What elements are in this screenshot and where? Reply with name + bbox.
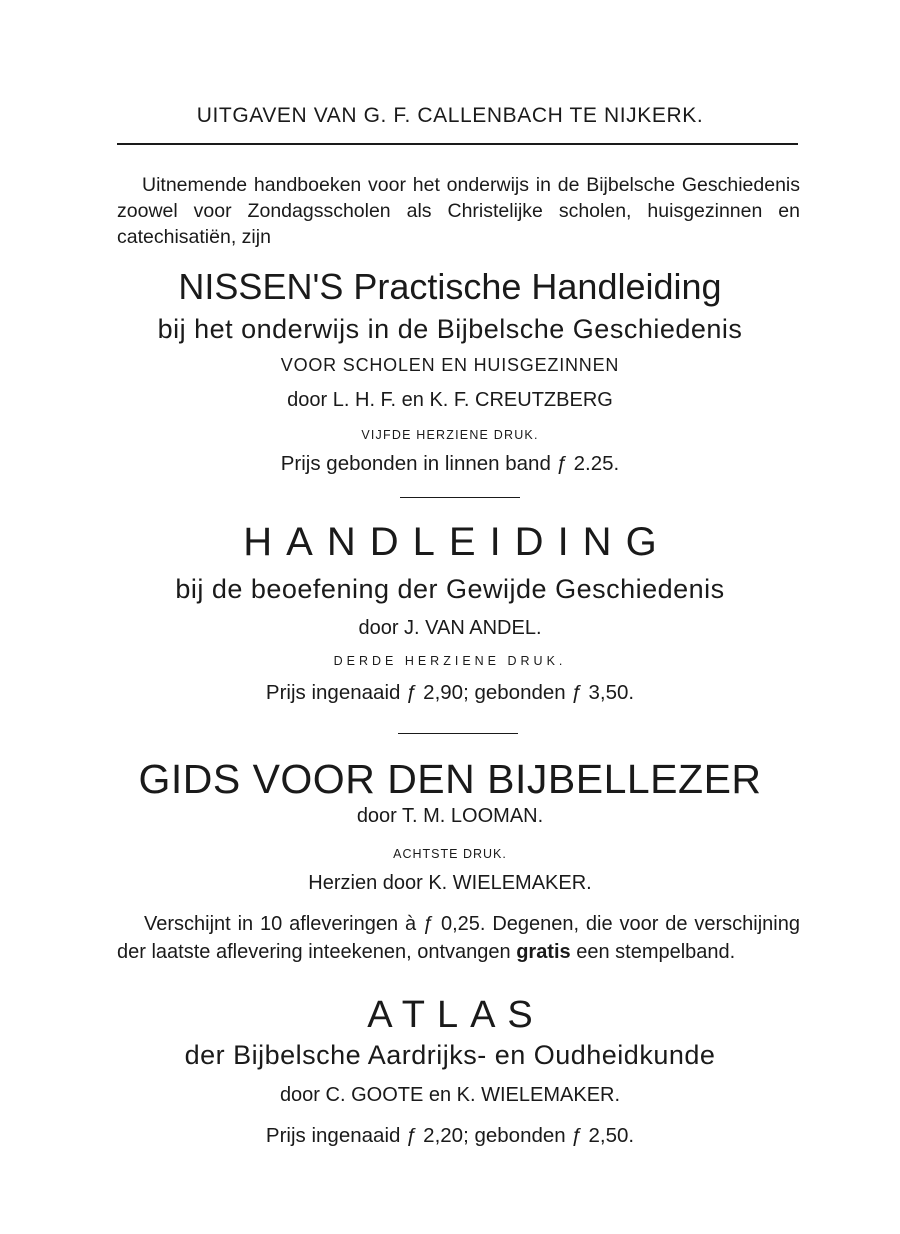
book2-subtitle: bij de beoefening der Gewijde Geschiedenis bbox=[175, 574, 725, 604]
book3-title: GIDS VOOR DEN BIJBELLEZER bbox=[138, 756, 762, 802]
book2-author: door J. VAN ANDEL. bbox=[358, 617, 542, 639]
book1-subtitle: bij het onderwijs in de Bijbelsche Geschiedenis bbox=[157, 314, 743, 344]
book1-author: door L. H. F. en K. F. CREUTZBERG bbox=[287, 389, 613, 411]
section-divider bbox=[400, 497, 520, 498]
book3-revised: Herzien door K. WIELEMAKER. bbox=[308, 872, 592, 894]
book3-note-end: een stempelband. bbox=[576, 941, 736, 963]
book1-edition: VIJFDE HERZIENE DRUK. bbox=[361, 428, 539, 442]
book3-note-text: Verschijnt in 10 afleveringen à ƒ 0,25. Degenen, die voor de verschijning der laatste aflevering inteekenen, ontvangen bbox=[117, 913, 800, 963]
book1-price: Prijs gebonden in linnen band ƒ 2.25. bbox=[280, 452, 620, 475]
header-rule bbox=[117, 143, 798, 145]
book3-note bbox=[117, 910, 800, 966]
book3-author: door T. M. LOOMAN. bbox=[356, 805, 544, 827]
book4-title: ATLAS bbox=[367, 994, 545, 1036]
book2-price: Prijs ingenaaid ƒ 2,90; gebonden ƒ 3,50. bbox=[265, 681, 635, 704]
book1-audience: VOOR SCHOLEN EN HUISGEZINNEN bbox=[280, 355, 620, 375]
intro-text: Uitnemende handboeken voor het onderwijs in de Bijbelsche Geschiedenis zoowel voor Zondagsscholen als Christelijke scholen, huisgezinnen en catechisatiën, zijn bbox=[117, 174, 800, 248]
book4-subtitle: der Bijbelsche Aardrijks- en Oudheidkunde bbox=[184, 1040, 716, 1070]
book3-note-gratis: gratis bbox=[516, 941, 571, 963]
book2-edition: DERDE HERZIENE DRUK. bbox=[333, 654, 567, 668]
book2-title: HANDLEIDING bbox=[243, 520, 671, 564]
publisher-header: UITGAVEN VAN G. F. CALLENBACH TE NIJKERK. bbox=[196, 104, 704, 127]
book4-author: door C. GOOTE en K. WIELEMAKER. bbox=[279, 1084, 621, 1106]
book4-price: Prijs ingenaaid ƒ 2,20; gebonden ƒ 2,50. bbox=[265, 1124, 635, 1147]
section-divider bbox=[398, 733, 518, 734]
book1-title: NISSEN'S Practische Handleiding bbox=[178, 266, 722, 307]
intro-paragraph bbox=[117, 172, 800, 250]
book3-edition: ACHTSTE DRUK. bbox=[393, 847, 507, 861]
